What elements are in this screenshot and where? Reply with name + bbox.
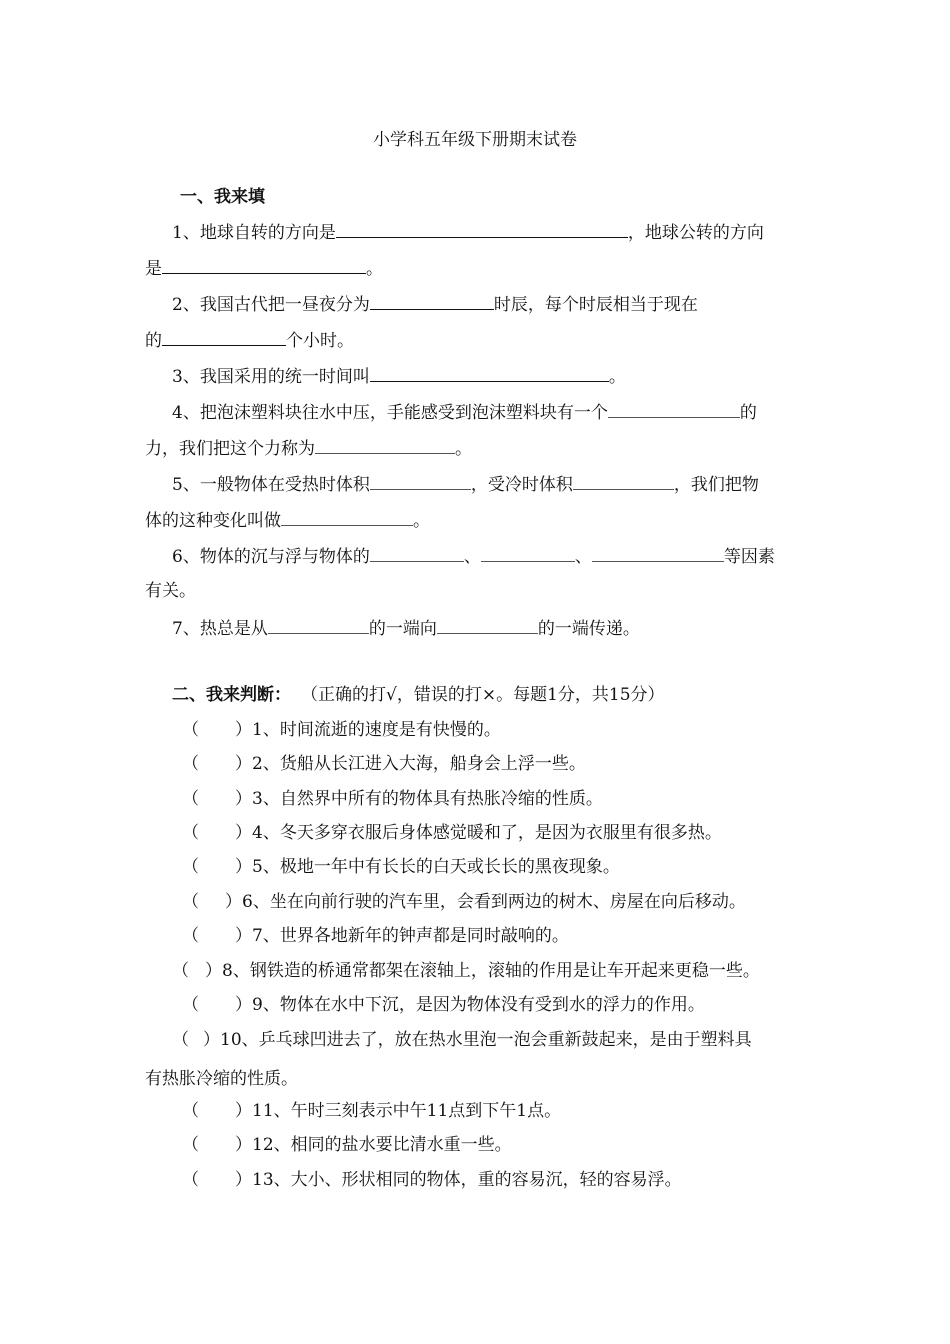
judgement-item — [182, 855, 620, 879]
judgement-text: 11、午时三刻表示中午11点到下午1点。 — [252, 1101, 562, 1121]
answer-blank[interactable] — [592, 543, 724, 562]
judgement-text: 5、极地一年中有长长的白天或长长的黑夜现象。 — [252, 857, 620, 877]
answer-blank[interactable] — [437, 615, 538, 634]
question-7: 7、热总是从 的一端向 的一端传递。 — [172, 615, 640, 641]
answer-paren-open: （ — [182, 1135, 199, 1155]
section2-heading: 二、我来判断： — [172, 685, 291, 705]
item-10-continuation: 有热胀冷缩的性质。 — [145, 1069, 298, 1089]
answer-paren-open: （ — [182, 1101, 199, 1121]
answer-blank[interactable] — [162, 327, 286, 346]
judgement-item — [182, 752, 586, 776]
answer-paren-open: （ — [172, 961, 189, 981]
judgement-text: 1、时间流逝的速度是有快慢的。 — [252, 720, 501, 740]
answer-paren-close: ） — [235, 789, 252, 809]
answer-paren-open: （ — [182, 754, 199, 774]
answer-paren-close: ） — [203, 1030, 220, 1050]
judgement-item — [172, 1028, 752, 1052]
question-1-line1: 1、地球自转的方向是 ，地球公转的方向 — [172, 219, 764, 245]
answer-paren-close: ） — [235, 720, 252, 740]
judgement-text: 4、冬天多穿衣服后身体感觉暖和了，是因为衣服里有很多热。 — [252, 823, 722, 843]
judgement-text: 9、物体在水中下沉，是因为物体没有受到水的浮力的作用。 — [252, 995, 705, 1015]
section2-note: （正确的打√，错误的打×。每题1分，共15分） — [301, 685, 665, 705]
judgement-text: 2、货船从长江进入大海，船身会上浮一些。 — [252, 754, 586, 774]
answer-blank[interactable] — [315, 435, 455, 454]
judgement-text: 3、自然界中所有的物体具有热胀冷缩的性质。 — [252, 789, 603, 809]
judgement-item — [182, 718, 501, 742]
judgement-item — [182, 1133, 512, 1157]
section1-heading: 一、我来填 — [180, 187, 265, 207]
answer-paren-close: ） — [235, 926, 252, 946]
question-5-line1: 5、一般物体在受热时体积 ，受冷时体积 ，我们把物 — [172, 471, 759, 497]
question-2-line1: 2、我国古代把一昼夜分为 时辰，每个时辰相当于现在 — [172, 291, 698, 317]
judgement-item — [172, 959, 760, 983]
judgement-text: 7、世界各地新年的钟声都是同时敲响的。 — [252, 926, 569, 946]
question-6-line1: 6、物体的沉与浮与物体的 、 、 等因素 — [172, 543, 775, 569]
answer-blank[interactable] — [268, 615, 369, 634]
answer-blank[interactable] — [162, 255, 366, 274]
answer-blank[interactable] — [370, 291, 494, 310]
answer-blank[interactable] — [370, 363, 609, 382]
answer-paren-open: （ — [182, 1170, 199, 1190]
answer-paren-close: ） — [225, 892, 242, 912]
answer-blank[interactable] — [370, 471, 471, 490]
question-4-line1: 4、把泡沫塑料块往水中压，手能感受到泡沫塑料块有一个 的 — [172, 399, 757, 425]
section2-header — [172, 683, 665, 707]
answer-paren-close: ） — [235, 754, 252, 774]
answer-paren-open: （ — [182, 995, 199, 1015]
answer-blank[interactable] — [573, 471, 674, 490]
question-5-line2: 体的这种变化叫做 。 — [145, 507, 430, 533]
judgement-text: 8、钢铁造的桥通常都架在滚轴上，滚轴的作用是让车开起来更稳一些。 — [222, 961, 760, 981]
judgement-item — [182, 787, 603, 811]
answer-blank[interactable] — [370, 543, 464, 562]
answer-blank[interactable] — [481, 543, 575, 562]
answer-blank[interactable] — [608, 399, 740, 418]
question-6-line2: 有关。 — [145, 581, 196, 601]
answer-blank[interactable] — [336, 219, 628, 238]
judgement-item — [182, 924, 569, 948]
judgement-item — [182, 1168, 682, 1192]
answer-paren-open: （ — [182, 823, 199, 843]
answer-paren-close: ） — [205, 961, 222, 981]
answer-paren-close: ） — [235, 995, 252, 1015]
judgement-text: 6、坐在向前行驶的汽车里，会看到两边的树木、房屋在向后移动。 — [242, 892, 746, 912]
judgement-text: 13、大小、形状相同的物体，重的容易沉，轻的容易浮。 — [252, 1170, 682, 1190]
question-1-line2: 是 。 — [145, 255, 383, 281]
judgement-item — [182, 1099, 561, 1123]
answer-paren-open: （ — [182, 892, 199, 912]
judgement-text: 12、相同的盐水要比清水重一些。 — [252, 1135, 512, 1155]
answer-paren-close: ） — [235, 1170, 252, 1190]
answer-paren-open: （ — [172, 1030, 189, 1050]
answer-paren-close: ） — [235, 1101, 252, 1121]
answer-paren-close: ） — [235, 823, 252, 843]
answer-paren-open: （ — [182, 926, 199, 946]
answer-paren-open: （ — [182, 789, 199, 809]
answer-blank[interactable] — [281, 507, 413, 526]
answer-paren-close: ） — [235, 1135, 252, 1155]
answer-paren-open: （ — [182, 857, 199, 877]
judgement-item — [182, 821, 722, 845]
answer-paren-close: ） — [235, 857, 252, 877]
question-2-line2: 的 个小时。 — [145, 327, 354, 353]
page-title: 小学科五年级下册期末试卷 — [373, 130, 577, 150]
judgement-item — [182, 993, 705, 1017]
question-3: 3、我国采用的统一时间叫 。 — [172, 363, 626, 389]
judgement-item — [182, 890, 746, 914]
question-4-line2: 力，我们把这个力称为 。 — [145, 435, 472, 461]
judgement-text: 10、乒乓球凹进去了，放在热水里泡一泡会重新鼓起来，是由于塑料具 — [220, 1030, 752, 1050]
answer-paren-open: （ — [182, 720, 199, 740]
